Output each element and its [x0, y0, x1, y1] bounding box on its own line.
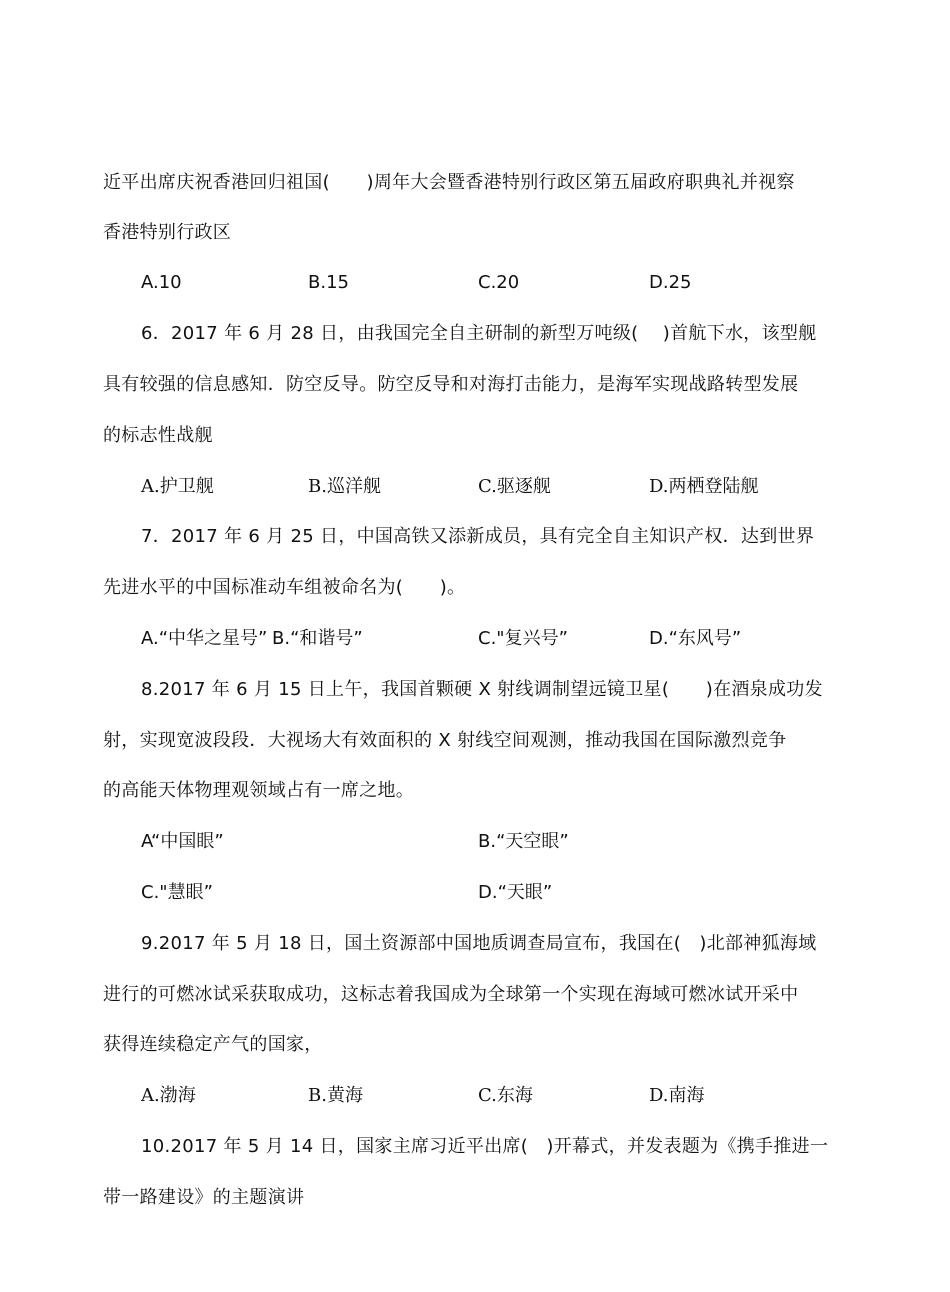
q7-option-a: A.“中华之星号”: [141, 628, 268, 649]
q7-text-line-2: 先进水平的中国标准动车组被命名为( )。: [103, 577, 466, 598]
q5-text-line-1: 近平出席庆祝香港回归祖国( )周年大会暨香港特别行政区第五届政府职典礼并视察: [103, 172, 795, 193]
q5-option-c: C.20: [478, 272, 520, 293]
q9-option-c: C.东海: [478, 1085, 533, 1106]
q8-text-line-2: 射，实现宽波段段．大视场大有效面积的 X 射线空间观测，推动我国在国际激烈竞争: [103, 730, 787, 751]
q5-text-line-2: 香港特别行政区: [103, 222, 232, 243]
q8-option-d: D.“天眼”: [478, 882, 553, 903]
q9-option-a: A.渤海: [141, 1085, 196, 1106]
q9-text-line-1: 9.2017 年 5 月 18 日，国土资源部中国地质调查局宣布，我国在( )北部神狐海域: [141, 933, 817, 954]
q8-option-c: C."慧眼”: [141, 882, 213, 903]
q9-text-line-3: 获得连续稳定产气的国家，: [103, 1034, 323, 1055]
q6-option-d: D.两栖登陆舰: [649, 476, 759, 497]
q6-text-line-1: 6．2017 年 6 月 28 日，由我国完全自主研制的新型万吨级( )首航下水，该型舰: [141, 323, 817, 344]
q5-option-a: A.10: [141, 272, 182, 293]
q10-text-line-2: 带一路建设》的主题演讲: [103, 1187, 305, 1208]
q9-option-d: D.南海: [649, 1085, 705, 1106]
q10-text-line-1: 10.2017 年 5 月 14 日，国家主席习近平出席( )开幕式，并发表题为《携手推进一: [141, 1136, 829, 1157]
q7-option-d: D.“东风号”: [649, 628, 742, 649]
q5-option-b: B.15: [308, 272, 349, 293]
q8-text-line-3: 的高能天体物理观领域占有一席之地。: [103, 780, 415, 801]
q8-option-a: A“中国眼”: [141, 831, 224, 852]
q7-option-b: B.“和谐号”: [272, 628, 363, 649]
q6-option-b: B.巡洋舰: [308, 476, 381, 497]
q8-text-line-1: 8.2017 年 6 月 15 日上午，我国首颗硬 X 射线调制望远镜卫星( )在酒泉成功发: [141, 679, 823, 700]
q7-text-line-1: 7．2017 年 6 月 25 日，中国高铁又添新成员，具有完全自主知识产权．达到世界: [141, 526, 815, 547]
q6-text-line-2: 具有较强的信息感知．防空反导。防空反导和对海打击能力，是海军实现战路转型发展: [103, 374, 799, 395]
q6-option-c: C.驱逐舰: [478, 476, 551, 497]
q5-option-d: D.25: [649, 272, 692, 293]
q9-text-line-2: 进行的可燃冰试采获取成功，这标志着我国成为全球第一个实现在海域可燃冰试开采中: [103, 984, 799, 1005]
q8-option-b: B.“天空眼”: [478, 831, 569, 852]
q9-option-b: B.黄海: [308, 1085, 363, 1106]
q7-option-c: C."复兴号”: [478, 628, 568, 649]
q6-text-line-3: 的标志性战舰: [103, 425, 213, 446]
q6-option-a: A.护卫舰: [141, 476, 214, 497]
